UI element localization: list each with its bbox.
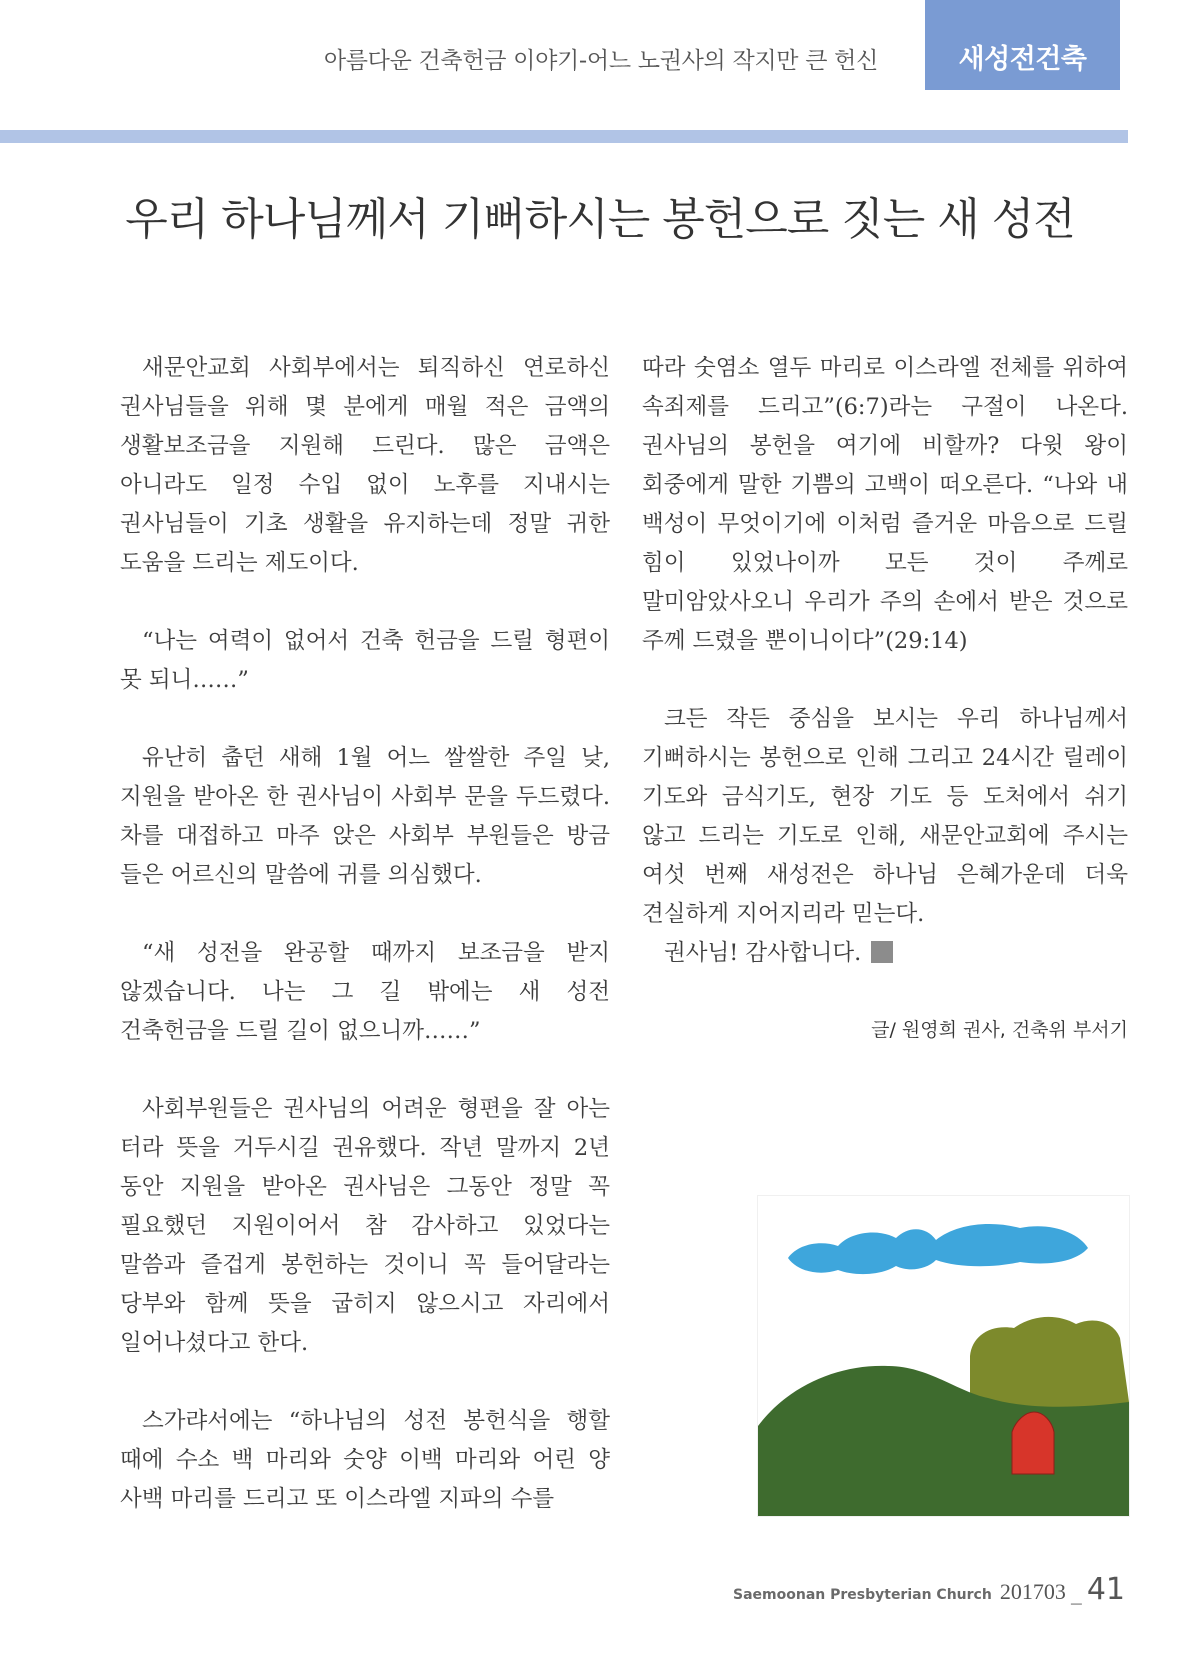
paragraph: “나는 여력이 없어서 건축 헌금을 드릴 형편이 못 되니……”: [120, 628, 610, 693]
closing-line: [642, 934, 1128, 973]
end-mark-icon: [871, 941, 893, 963]
section-tab: 새성전건축: [925, 0, 1120, 90]
paragraph: 크든 작든 중심을 보시는 우리 하나님께서 기뻐하시는 봉헌으로 인해 그리고 24시간 릴레이 기도와 금식기도, 현장 기도 등 도처에서 쉬기 않고 드리는 기도로 인해, 새문안교회에 주시는 여섯 번째 새성전은 하나님 은혜가운데 더욱 견실하게 지어지리라 믿는다.: [642, 706, 1128, 927]
article-column-right: [642, 349, 1128, 1012]
article-title: 우리 하나님께서 기뻐하시는 봉헌으로 짓는 새 성전: [125, 194, 1075, 245]
header-rule: [0, 130, 1128, 143]
issue-number: 201703: [999, 1579, 1066, 1604]
paragraph: 유난히 춥던 새해 1월 어느 쌀쌀한 주일 낮, 지원을 받아온 한 권사님이 사회부 문을 두드렸다. 차를 대접하고 마주 앉은 사회부 부원들은 방금 들은 어르신의 말씀에 귀를 의심했다.: [120, 745, 610, 888]
footer-separator: _: [1070, 1580, 1082, 1605]
closing-text: 권사님! 감사합니다.: [664, 940, 862, 966]
byline: 글/ 원영희 권사, 건축위 부서기: [871, 1019, 1128, 1041]
page-footer: [733, 1572, 1125, 1607]
door-shape: [1012, 1412, 1054, 1474]
page-number: 41: [1086, 1572, 1125, 1607]
church-name: Saemoonan Presbyterian Church: [733, 1587, 992, 1603]
paper-collage-artwork: [757, 1195, 1130, 1517]
cloud-shape: [788, 1224, 1088, 1274]
running-title: 아름다운 건축헌금 이야기-어느 노권사의 작지만 큰 헌신: [323, 48, 878, 74]
article-column-left: [120, 349, 610, 1558]
collage-svg: [758, 1196, 1129, 1516]
paragraph: 사회부원들은 권사님의 어려운 형편을 잘 아는 터라 뜻을 거두시길 권유했다. 작년 말까지 2년 동안 지원을 받아온 권사님은 그동안 정말 꼭 필요했던 지원이어서 참 감사하고 있었다는 말씀과 즐겁게 봉헌하는 것이니 꼭 들어달라는 당부와 함께 뜻을 굽히지 않으시고 자리에서 일어나셨다고 한다.: [120, 1096, 610, 1356]
paragraph: 스가랴서에는 “하나님의 성전 봉헌식을 행할 때에 수소 백 마리와 숫양 이백 마리와 어린 양 사백 마리를 드리고 또 이스라엘 지파의 수를: [120, 1408, 610, 1512]
paragraph: 따라 숫염소 열두 마리로 이스라엘 전체를 위하여 속죄제를 드리고”(6:7)라는 구절이 나온다. 권사님의 봉헌을 여기에 비할까? 다윗 왕이 회중에게 말한 기쁨의 고백이 떠오른다. “나와 내 백성이 무엇이기에 이처럼 즐거운 마음으로 드릴 힘이 있었나이까 모든 것이 주께로 말미암았사오니 우리가 주의 손에서 받은 것으로 주께 드렸을 뿐이니이다”(29:14): [642, 355, 1128, 654]
paragraph: 새문안교회 사회부에서는 퇴직하신 연로하신 권사님들을 위해 몇 분에게 매월 적은 금액의 생활보조금을 지원해 드린다. 많은 금액은 아니라도 일정 수입 없이 노후를 지내시는 권사님들이 기초 생활을 유지하는데 정말 귀한 도움을 드리는 제도이다.: [120, 355, 611, 576]
paragraph: “새 성전을 완공할 때까지 보조금을 받지 않겠습니다. 나는 그 길 밖에는 새 성전 건축헌금을 드릴 길이 없으니까……”: [120, 940, 610, 1044]
